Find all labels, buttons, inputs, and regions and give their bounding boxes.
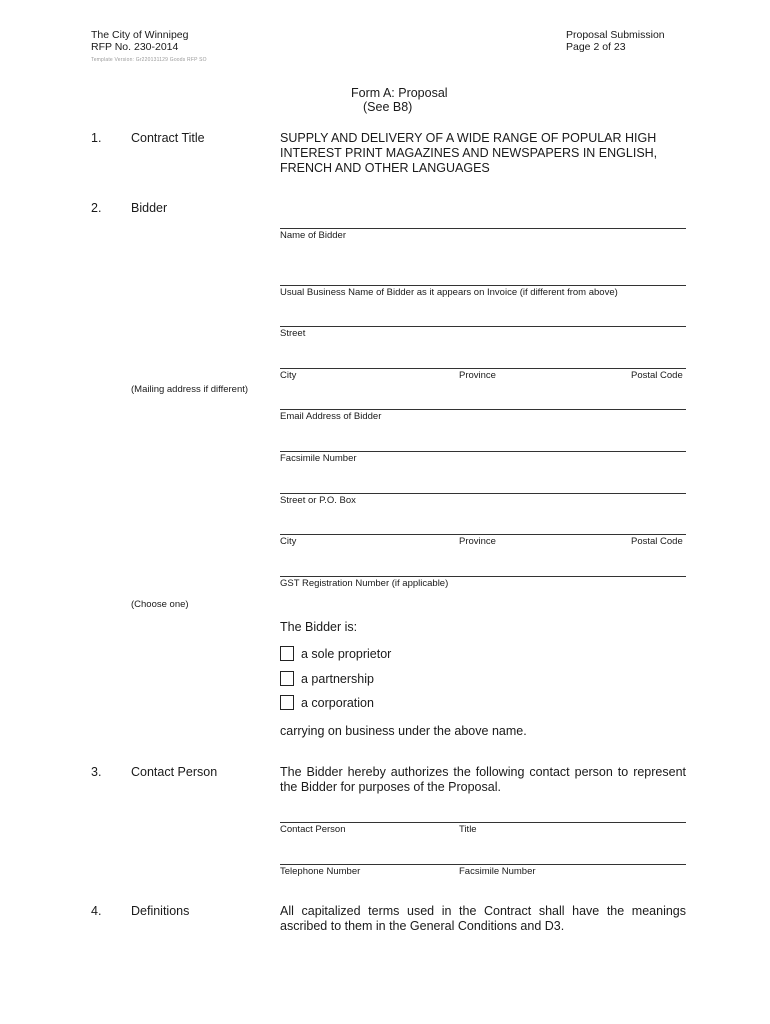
mailing-city-label: City bbox=[280, 536, 297, 547]
mailing-postal-code-label: Postal Code bbox=[631, 536, 683, 547]
header-org: The City of Winnipeg bbox=[91, 29, 189, 41]
telephone-label: Telephone Number bbox=[280, 866, 361, 877]
city-province-postal-line[interactable] bbox=[280, 368, 686, 369]
section-2-number: 2. bbox=[91, 201, 102, 215]
header-rfp: RFP No. 230-2014 bbox=[91, 41, 179, 53]
contract-title-text: SUPPLY AND DELIVERY OF A WIDE RANGE OF POPULAR HIGH INTEREST PRINT MAGAZINES AND NEWSPAPERS IN ENGLISH, FRENCH AND OTHER LANGUAGES bbox=[280, 131, 658, 175]
city-label: City bbox=[280, 370, 297, 381]
name-of-bidder-line[interactable] bbox=[280, 228, 686, 229]
business-name-label: Usual Business Name of Bidder as it appears on Invoice (if different from above) bbox=[280, 287, 618, 298]
corporation-checkbox[interactable] bbox=[280, 695, 294, 710]
gst-label: GST Registration Number (if applicable) bbox=[280, 578, 449, 589]
carrying-on-business-text: carrying on business under the above name. bbox=[280, 724, 527, 738]
choose-one-note: (Choose one) bbox=[131, 599, 189, 610]
section-4-number: 4. bbox=[91, 904, 102, 918]
mailing-province-label: Province bbox=[459, 536, 496, 547]
bidder-is-heading: The Bidder is: bbox=[280, 620, 358, 634]
section-4-label: Definitions bbox=[131, 904, 190, 918]
facsimile-label: Facsimile Number bbox=[280, 453, 357, 464]
province-label: Province bbox=[459, 370, 496, 381]
mailing-address-note: (Mailing address if different) bbox=[131, 384, 249, 395]
postal-code-label: Postal Code bbox=[631, 370, 683, 381]
header-submission: Proposal Submission bbox=[566, 29, 665, 41]
sole-proprietor-checkbox[interactable] bbox=[280, 646, 294, 661]
street-po-box-line[interactable] bbox=[280, 493, 686, 494]
section-1-label: Contract Title bbox=[131, 131, 205, 145]
contact-person-text: The Bidder hereby authorizes the following contact person to represent the Bidder for purposes of the Proposal. bbox=[280, 765, 686, 794]
street-label: Street bbox=[280, 328, 306, 339]
form-subtitle: (See B8) bbox=[363, 100, 413, 114]
gst-line[interactable] bbox=[280, 576, 686, 577]
name-of-bidder-label: Name of Bidder bbox=[280, 230, 347, 241]
street-line[interactable] bbox=[280, 326, 686, 327]
email-label: Email Address of Bidder bbox=[280, 411, 382, 422]
telephone-fax-line[interactable] bbox=[280, 864, 686, 865]
contact-person-label: Contact Person bbox=[280, 824, 346, 835]
definitions-text: All capitalized terms used in the Contract shall have the meanings ascribed to them in the General Conditions and D3. bbox=[280, 904, 686, 933]
title-label: Title bbox=[459, 824, 477, 835]
section-2-label: Bidder bbox=[131, 201, 168, 215]
street-po-box-label: Street or P.O. Box bbox=[280, 495, 356, 506]
contact-person-title-line[interactable] bbox=[280, 822, 686, 823]
sole-proprietor-label: a sole proprietor bbox=[301, 647, 392, 661]
email-line[interactable] bbox=[280, 409, 686, 410]
mailing-city-province-postal-line[interactable] bbox=[280, 534, 686, 535]
partnership-checkbox[interactable] bbox=[280, 671, 294, 686]
header-template-version: Template Version: Gr220131129 Goods RFP SO bbox=[91, 57, 207, 63]
corporation-label: a corporation bbox=[301, 696, 374, 710]
section-3-label: Contact Person bbox=[131, 765, 218, 779]
form-title: Form A: Proposal bbox=[351, 86, 448, 100]
contact-facsimile-label: Facsimile Number bbox=[459, 866, 536, 877]
header-page-number: Page 2 of 23 bbox=[566, 41, 626, 53]
facsimile-line[interactable] bbox=[280, 451, 686, 452]
business-name-line[interactable] bbox=[280, 285, 686, 286]
partnership-label: a partnership bbox=[301, 672, 374, 686]
section-3-number: 3. bbox=[91, 765, 102, 779]
section-1-number: 1. bbox=[91, 131, 102, 145]
